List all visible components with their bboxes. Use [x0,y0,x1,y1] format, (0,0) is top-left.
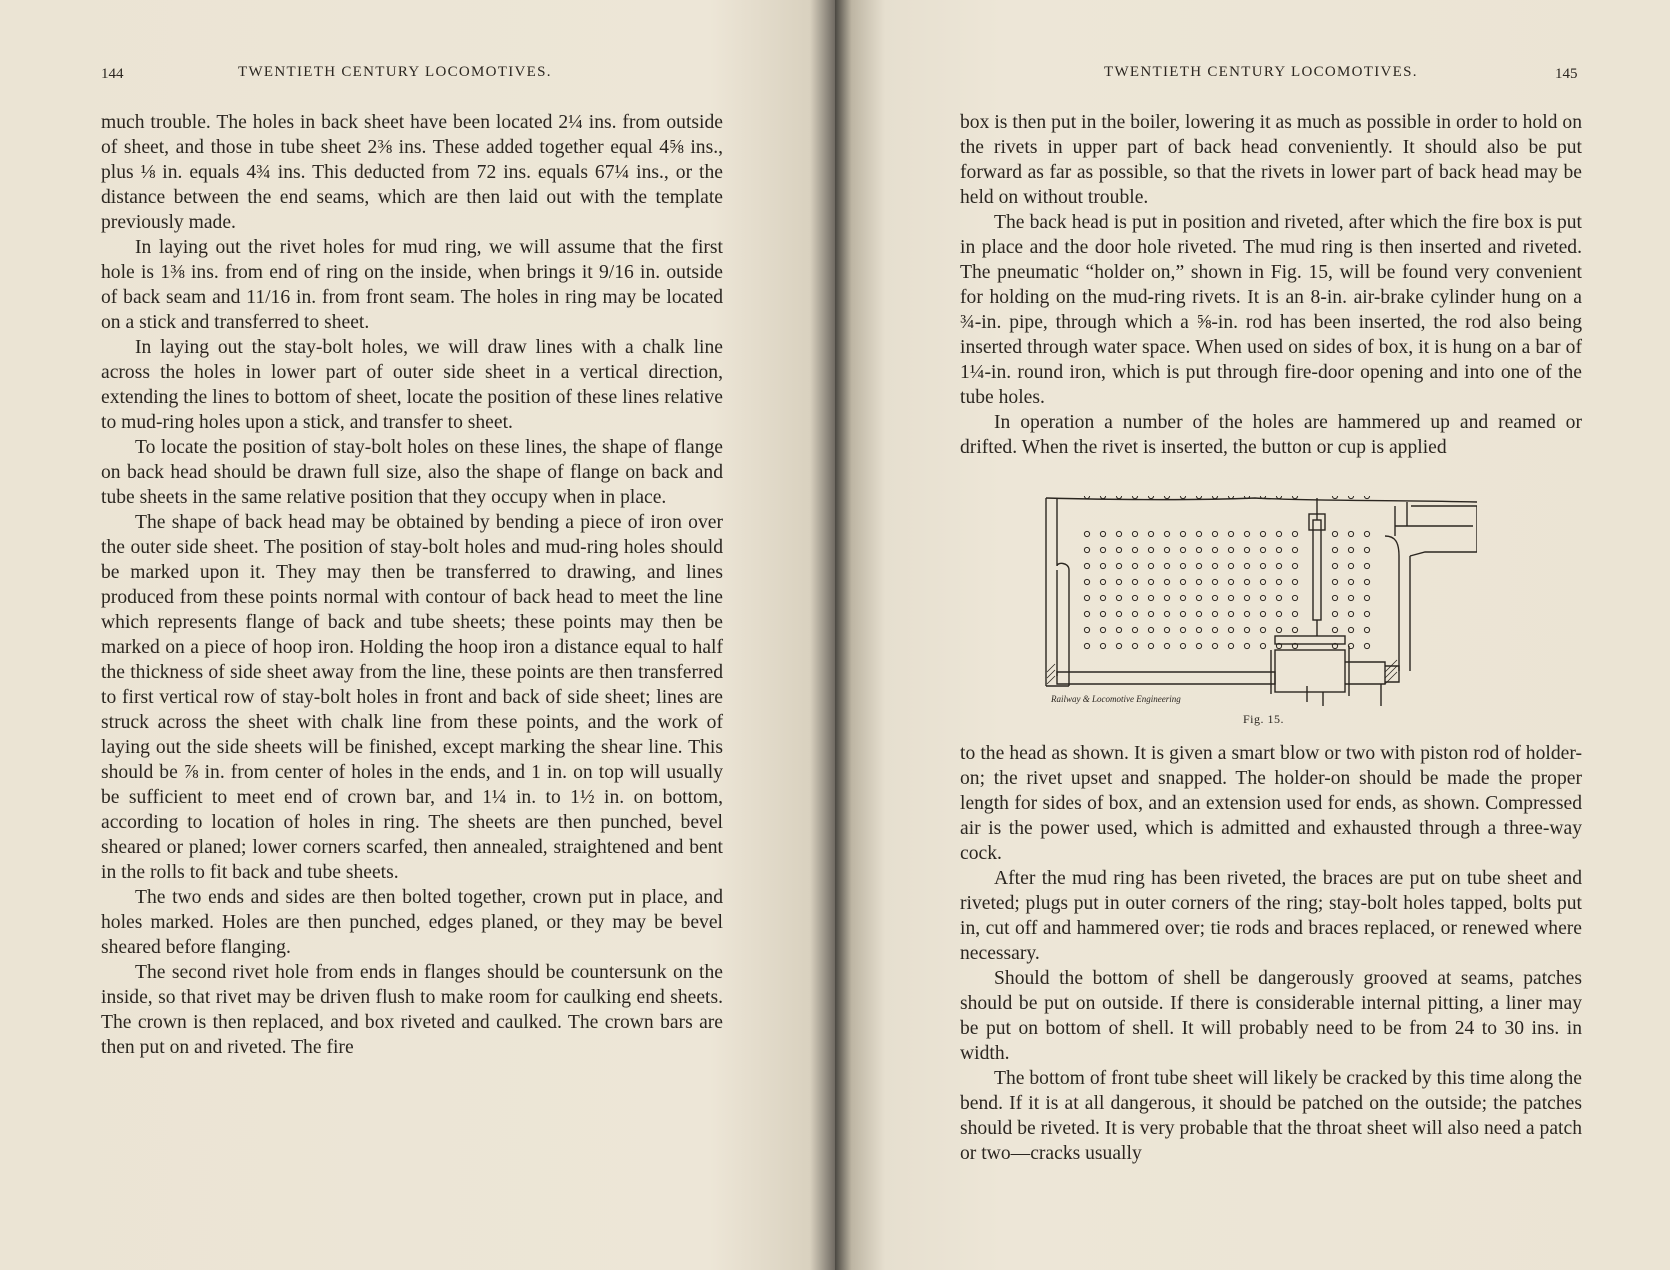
paragraph: The shape of back head may be obtained by bending a piece of iron over the outer side sheet. The position of stay-bolt holes and mud-ring holes should be marked upon it. They may then be transferred to drawing, and lines produced from these points normal with contour of back head to meet the line which represents flange of back and tube sheets; these points may then be marked on a piece of hoop iron. Holding the hoop iron a distance equal to half the thickness of side sheet away from the line, these points are then transferred to first vertical row of stay-bolt holes in front and back of side sheet; lines are struck across the sheet with chalk line from these points, and the work of laying out the side sheets will be finished, except marking the shear line. This should be ⅞ in. from center of holes in the ends, and 1 in. on top will usually be sufficient to meet end of crown bar, and 1¼ in. to 1½ in. on bottom, according to location of holes in ring. The sheets are then punched, bevel sheared or planed; lower corners scarfed, then annealed, straightened and bent in the rolls to fit back and tube sheets. [101,512,723,883]
figure-credit: Railway & Locomotive Engineering [1051,694,1181,704]
running-head: TWENTIETH CENTURY LOCOMOTIVES. [238,64,552,80]
paragraph: much trouble. The holes in back sheet have been located 2¼ ins. from outside of sheet, and those in tube sheet 2⅜ ins. These added together equal 4⅝ ins., plus ⅛ in. equals 4¾ ins. This deducted from 72 ins. equals 67¼ ins., or the distance between the end seams, which are then laid out with the template previously made. [101,112,723,233]
paragraph: After the mud ring has been riveted, the braces are put on tube sheet and riveted; plugs put in outer corners of the ring; stay-bolt holes tapped, bolts put in, cut off and hammered over; tie rods and braces replaced, or renewed where necessary. [960,868,1582,964]
paragraph: to the head as shown. It is given a smart blow or two with piston rod of holder-on; the rivet upset and snapped. The holder-on should be made the proper length for sides of box, and an extension used for ends, as shown. Compressed air is the power used, which is admitted and exhausted through a three-way cock. [960,743,1582,864]
right-page [835,0,1670,1270]
paragraph: In laying out the rivet holes for mud ring, we will assume that the first hole is 1⅜ ins. from end of ring on the inside, when brings it 9/16 in. outside of back seam and 11/16 in. from front seam. The holes in ring may be located on a stick and transferred to sheet. [101,237,723,333]
page-number: 144 [101,66,124,82]
paragraph: box is then put in the boiler, lowering it as much as possible in order to hold on the rivets in upper part of back head conveniently. It should also be put forward as far as possible, so that the rivets in lower part of back head may be held on without trouble. [960,112,1582,208]
paragraph: The bottom of front tube sheet will likely be cracked by this time along the bend. If it is at all dangerous, it should be patched on the outside; the patches should be riveted. It is very probable that the throat sheet will also need a patch or two—cracks usually [960,1068,1582,1164]
paragraph: The back head is put in position and riveted, after which the fire box is put in place and the door hole riveted. The mud ring is then inserted and riveted. The pneumatic “holder on,” shown in Fig. 15, will be found very convenient for holding on the mud-ring rivets. It is an 8-in. air-brake cylinder hung on a ¾-in. pipe, through which a ⅝-in. rod has been inserted, the rod also being inserted through water space. When used on sides of box, it is hung on a bar of 1¼-in. round iron, which is put through fire-door opening and into one of the tube holes. [960,212,1582,408]
body-text [101,110,723,1060]
paragraph: The two ends and sides are then bolted together, crown put in place, and holes marked. Holes are then punched, edges planed, or they may be bevel sheared before flanging. [101,887,723,958]
paragraph: In laying out the stay-bolt holes, we will draw lines with a chalk line across the holes in lower part of outer side sheet in a vertical direction, extending the lines to bottom of sheet, locate the position of these lines relative to mud-ring holes upon a stick, and transfer to sheet. [101,337,723,433]
paragraph: The second rivet hole from ends in flanges should be countersunk on the inside, so that rivet may be driven flush to make room for caulking end sheets. The crown is then replaced, and box riveted and caulked. The crown bars are then put on and riveted. The fire [101,962,723,1058]
body-text-top [960,110,1582,460]
paragraph: To locate the position of stay-bolt holes on these lines, the shape of flange on back head should be drawn full size, also the shape of flange on back and tube sheets in the same relative position that they occupy when in place. [101,437,723,508]
figure-15 [1045,496,1477,711]
paragraph: Should the bottom of shell be dangerously grooved at seams, patches should be put on outside. If there is considerable internal pitting, a liner may be put on bottom of shell. It will probably need to be from 24 to 30 ins. in width. [960,968,1582,1064]
paragraph: In operation a number of the holes are hammered up and reamed or drifted. When the rivet is inserted, the button or cup is applied [960,412,1582,458]
page-number: 145 [1555,66,1578,82]
running-head: TWENTIETH CENTURY LOCOMOTIVES. [1104,64,1418,80]
body-text-bottom [960,741,1582,1166]
figure-caption: Fig. 15. [1243,712,1285,726]
holder-on-diagram [1045,496,1477,706]
